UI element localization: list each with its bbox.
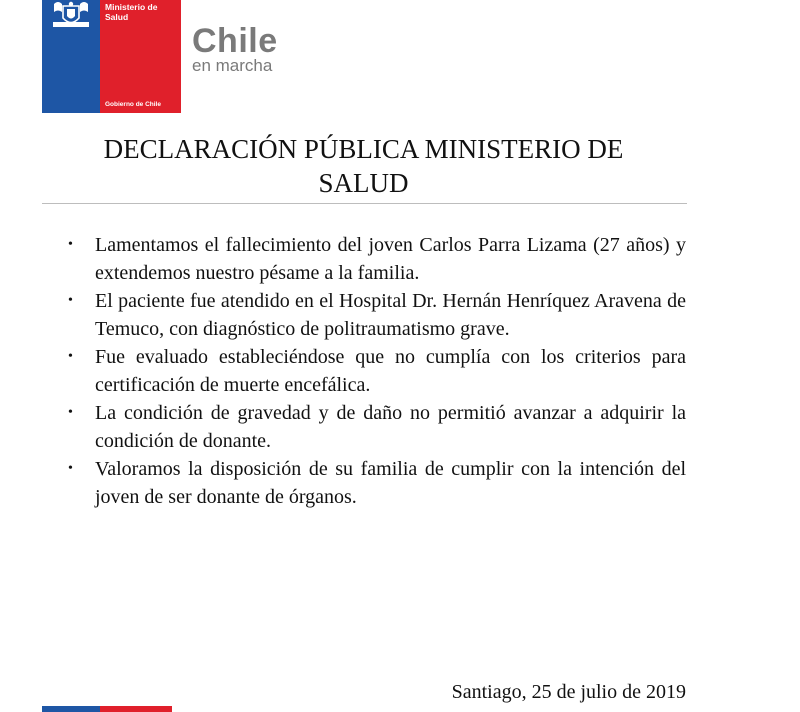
wordmark-sub: en marcha — [192, 56, 273, 75]
document-date: Santiago, 25 de julio de 2019 — [451, 681, 686, 703]
government-name: Gobierno de Chile — [105, 101, 161, 108]
ministry-name-line1: Ministerio de — [105, 2, 158, 12]
logo-red-panel — [100, 0, 181, 113]
coat-of-arms-icon — [48, 0, 94, 30]
list-item — [66, 287, 686, 343]
document-title — [42, 132, 685, 200]
footer-bar-red — [100, 706, 172, 712]
chile-en-marcha-logo — [192, 24, 278, 74]
list-item — [66, 399, 686, 455]
bullet-icon: • — [68, 349, 73, 364]
ministry-name-line2: Salud — [105, 12, 129, 22]
ministry-name — [105, 2, 157, 22]
statement-text: El paciente fue atendido en el Hospital Dr. Hernán Henríquez Aravena de Temuco, con diagnóstico de politraumatismo grave. — [95, 290, 686, 340]
document-title-line2: SALUD — [318, 168, 409, 198]
statement-text: Fue evaluado estableciéndose que no cumplía con los criterios para certificación de muerte encefálica. — [95, 346, 686, 396]
wordmark-main: Chile — [192, 22, 278, 60]
list-item — [66, 455, 686, 511]
bullet-icon: • — [68, 293, 73, 308]
logo-blue-panel — [42, 0, 100, 113]
footer-color-bar — [42, 706, 172, 712]
bullet-icon: • — [68, 237, 73, 252]
list-item — [66, 343, 686, 399]
ministry-of-health-logo — [42, 0, 181, 113]
statement-text: La condición de gravedad y de daño no permitió avanzar a adquirir la condición de donante. — [95, 402, 686, 452]
bullet-icon: • — [68, 461, 73, 476]
footer-bar-blue — [42, 706, 100, 712]
document-title-line1: DECLARACIÓN PÚBLICA MINISTERIO DE — [103, 134, 624, 164]
statement-list — [66, 231, 686, 511]
list-item — [66, 231, 686, 287]
bullet-icon: • — [68, 405, 73, 420]
statement-text: Lamentamos el fallecimiento del joven Carlos Parra Lizama (27 años) y extendemos nuestro pésame a la familia. — [95, 234, 686, 284]
title-divider — [42, 203, 687, 204]
statement-text: Valoramos la disposición de su familia de cumplir con la intención del joven de ser donante de órganos. — [95, 458, 686, 508]
